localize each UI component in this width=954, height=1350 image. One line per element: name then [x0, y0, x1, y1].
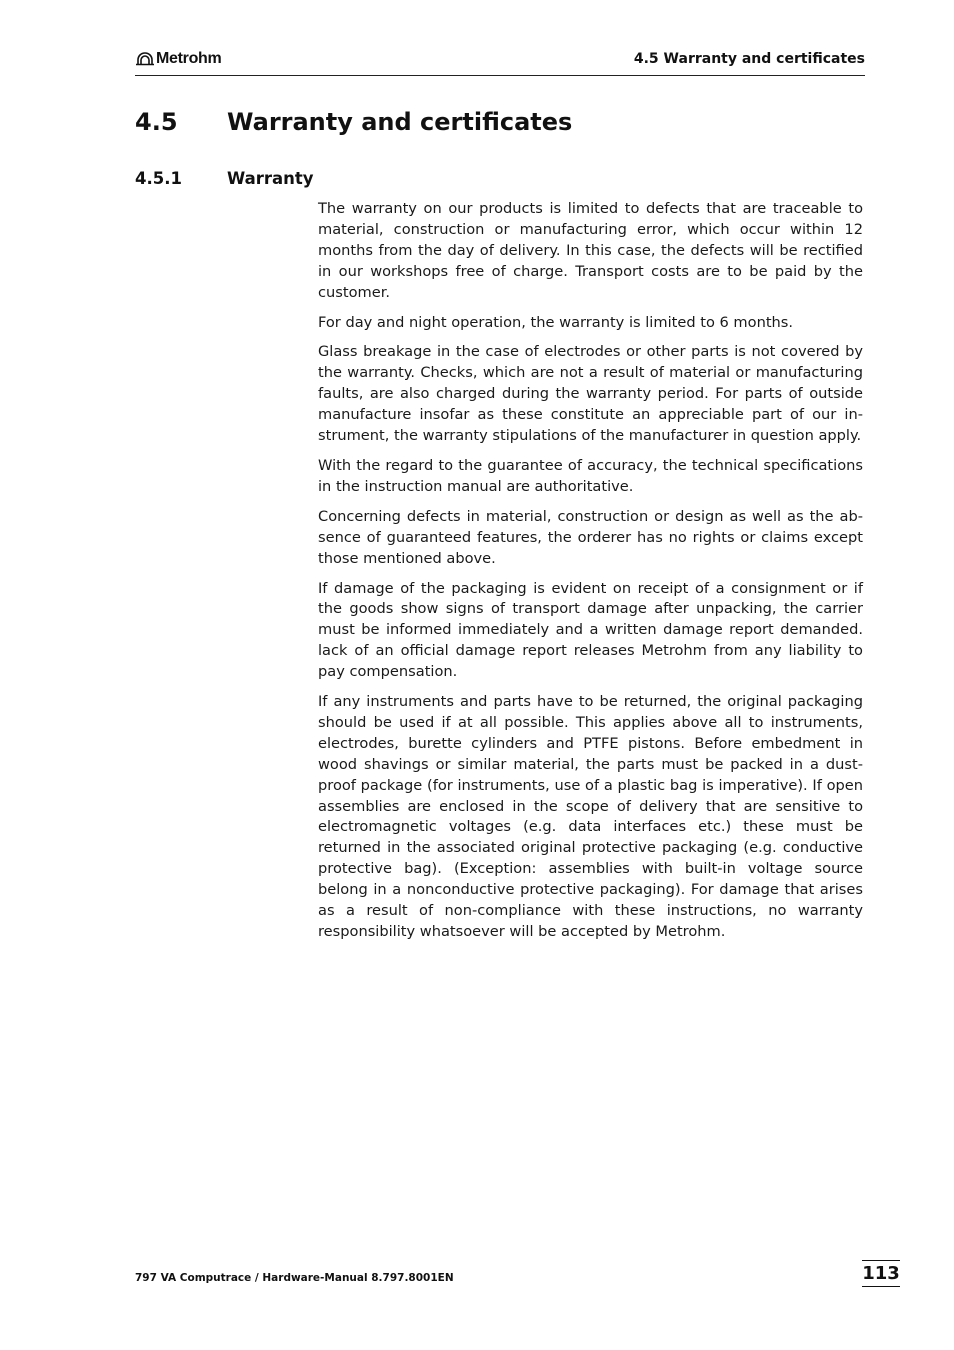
metrohm-logo [135, 50, 221, 68]
logo-text: Metrohm [156, 50, 222, 67]
paragraph: With the regard to the guarantee of accuracy, the technical specifications in the instruction manual are authoritative. [318, 456, 863, 495]
section-number: 4.5 [135, 108, 178, 136]
metrohm-logo-icon [135, 51, 155, 67]
paragraph: Concerning defects in material, construction or design as well as the absence of guaranteed features, the orderer has no rights or claims except those mentioned above. [318, 507, 863, 567]
paragraph: If any instruments and parts have to be returned, the original packaging should be used if at all possible. This applies above all to instruments, electrodes, burette cylinders and PTFE pistons. Before embedment in wood shavings or similar material, the parts must be packed in a dustproof package (for instruments, use of a plastic bag is imperative). If open assemblies are enclosed in the scope of delivery that are sensitive to electromagnetic voltages (e.g. data interfaces etc.) these must be returned in the associated original protective packaging (e.g. conductive protective bag). (Exception: assemblies with built-in voltage source belong in a nonconductive protective packaging). For damage that arises as a result of non-compliance with these instructions, no warranty responsibility whatsoever will be accepted by Metrohm. [318, 693, 863, 940]
body-text [318, 199, 863, 952]
subsection-title: Warranty [227, 169, 314, 188]
page-header [135, 49, 865, 76]
page-number: 113 [862, 1260, 900, 1287]
paragraph: For day and night operation, the warranty is limited to 6 months. [318, 313, 794, 331]
paragraph: The warranty on our products is limited to defects that are traceable to material, construction or manufacturing error, which occur within 12 months from the day of delivery. In this case, the defects will be rectified in our workshops free of charge. Transport costs are to be paid by the customer. [318, 200, 863, 301]
section-title: Warranty and certificates [227, 108, 573, 136]
subsection-heading [135, 169, 314, 188]
footer-document-id: 797 VA Computrace / Hardware-Manual 8.797.8001EN [135, 1272, 454, 1284]
subsection-number: 4.5.1 [135, 169, 182, 188]
section-heading [135, 108, 572, 136]
paragraph: Glass breakage in the case of electrodes or other parts is not covered by the warranty. Checks, which are not a result of material or manufacturing faults, are also charged during the warranty period. For parts of outside manufacture insofar as these constitute an appreciable part of our instrument, the warranty stipulations of the manufacturer in question apply. [318, 343, 863, 445]
running-header-title: 4.5 Warranty and certificates [633, 51, 865, 67]
paragraph: If damage of the packaging is evident on receipt of a consignment or if the goods show signs of transport damage after unpacking, the carrier must be informed immediately and a written damage report demanded. lack of an official damage report releases Metrohm from any liability to pay compensation. [318, 579, 863, 681]
